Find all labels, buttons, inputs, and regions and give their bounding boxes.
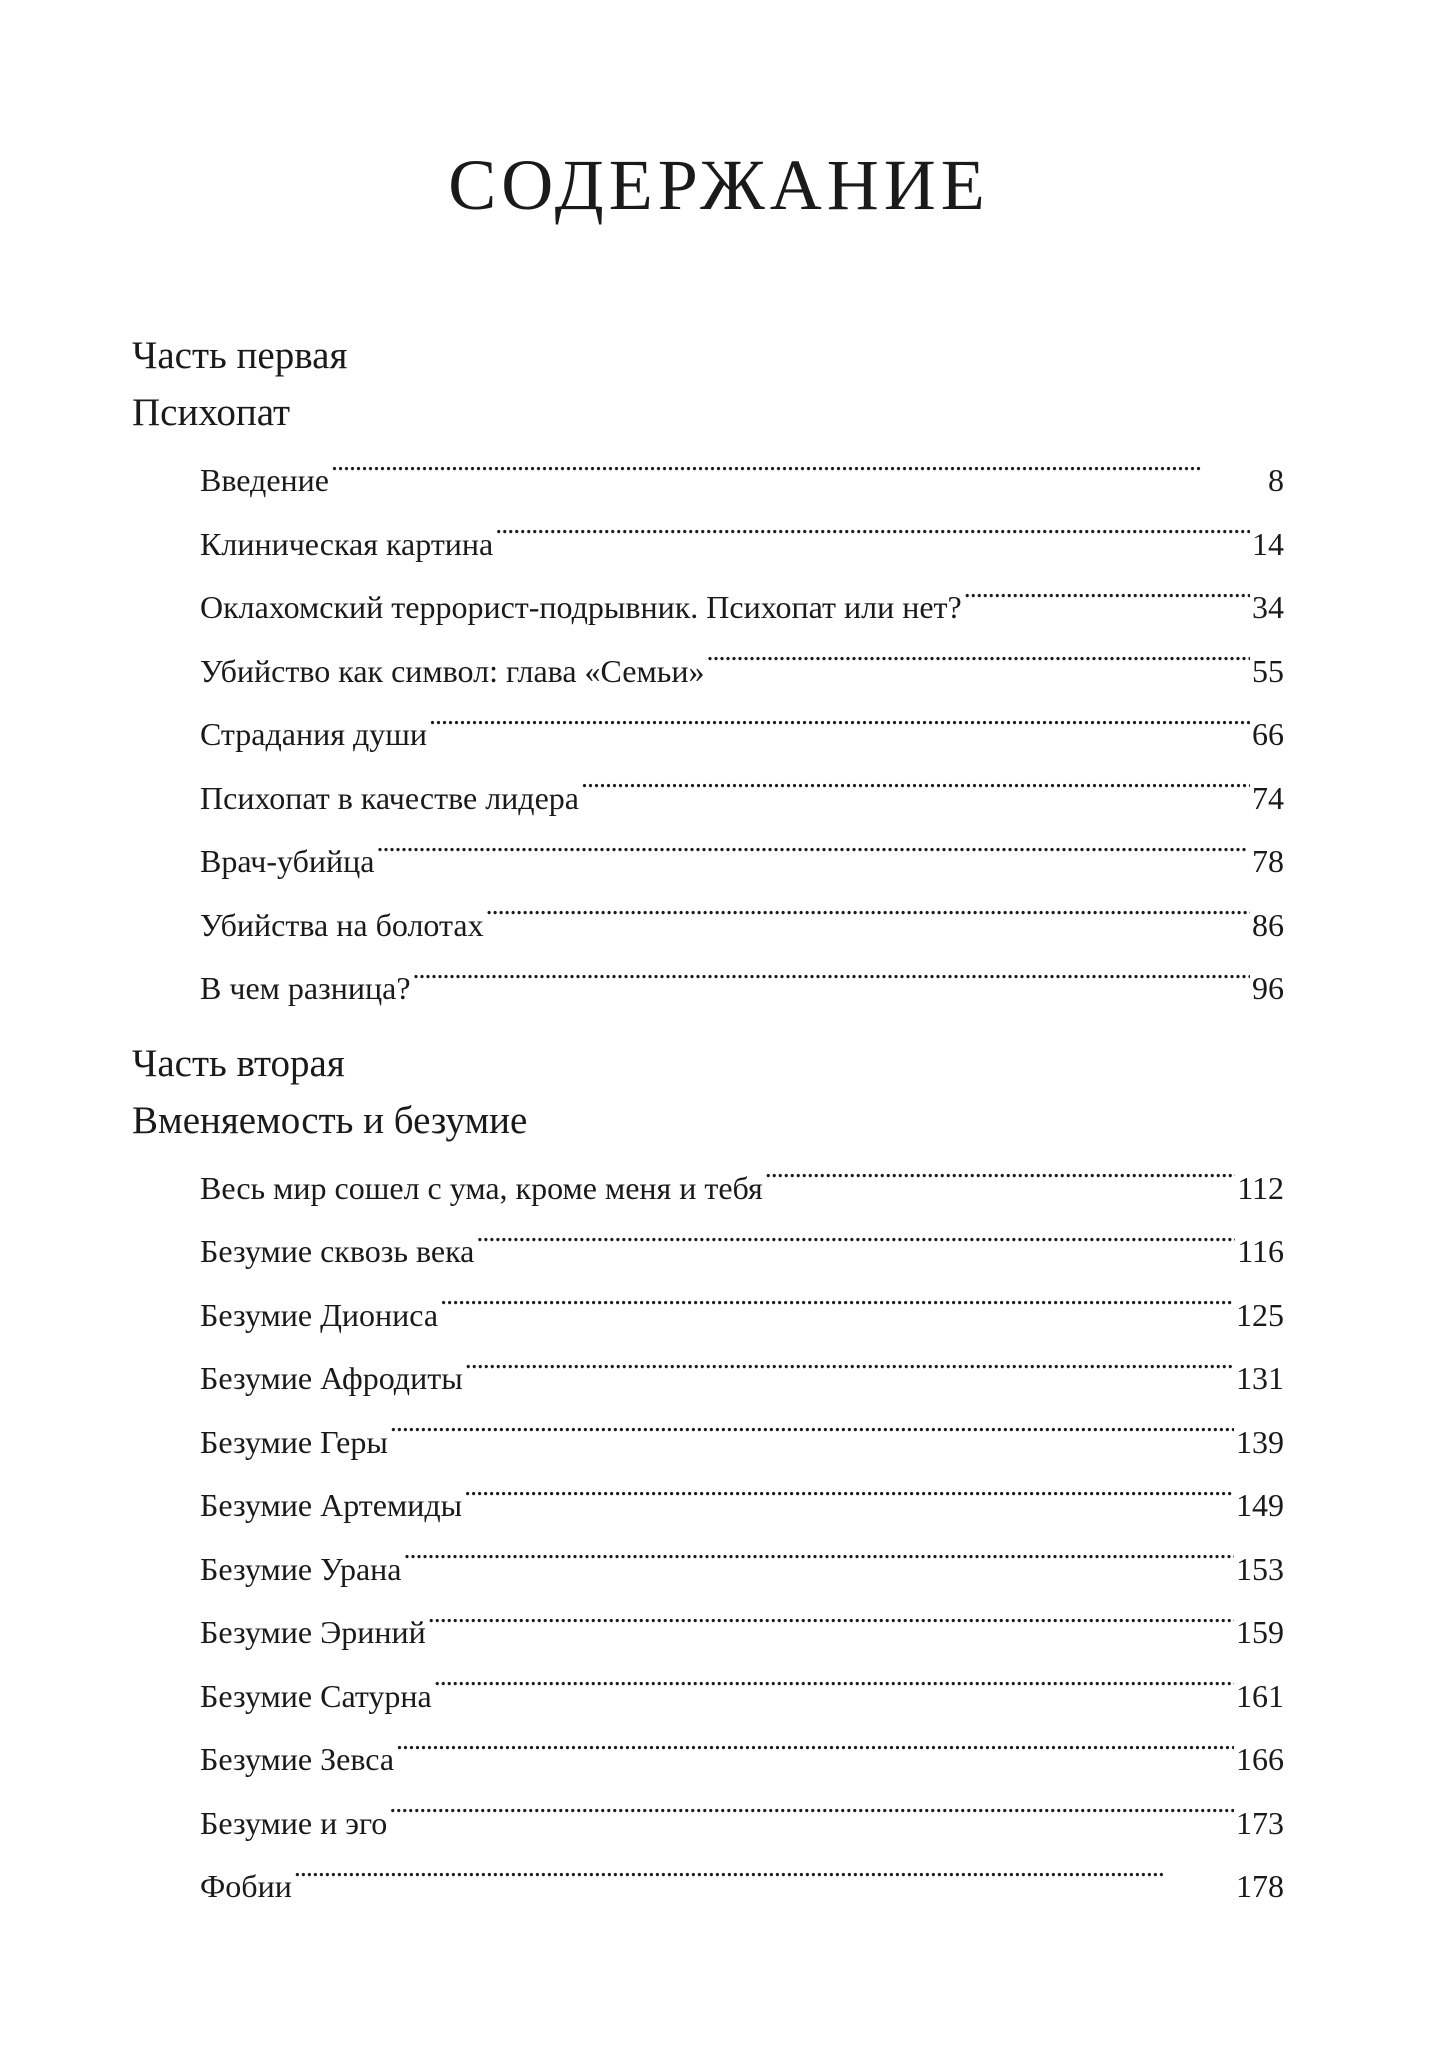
toc-entry (200, 1347, 1284, 1411)
toc-entry-page: 149 (1236, 1487, 1284, 1523)
part-1 (132, 327, 1284, 1021)
toc-entry (200, 1728, 1284, 1792)
toc-entry (200, 449, 1284, 513)
toc-entry (200, 513, 1284, 577)
toc-entry (200, 1792, 1284, 1856)
dot-leader (440, 1294, 1234, 1326)
toc-entry-page: 34 (1252, 589, 1284, 625)
dot-leader (376, 840, 1250, 872)
toc-entry-title: Безумие Урана (200, 1550, 402, 1587)
part-2-name: Вменяемость и безумие (132, 1098, 528, 1142)
toc-entry-page: 55 (1252, 652, 1284, 689)
toc-entry-page: 178 (1236, 1868, 1284, 1904)
toc-entry-page: 161 (1236, 1677, 1284, 1714)
toc-entry (200, 1411, 1284, 1475)
dot-leader (495, 523, 1250, 555)
toc-entry-title: Психопат в качестве лидера (200, 779, 579, 816)
toc-entry (200, 894, 1284, 958)
dot-leader (429, 713, 1250, 745)
page-title: СОДЕРЖАНИЕ (448, 145, 990, 225)
table-of-contents (132, 327, 1284, 1919)
dot-leader (396, 1738, 1234, 1770)
toc-entry (200, 1474, 1284, 1538)
toc-entry (200, 830, 1284, 894)
dot-leader (581, 777, 1250, 809)
dot-leader (465, 1357, 1234, 1389)
toc-entry-page: 139 (1236, 1423, 1284, 1460)
toc-entry-page: 112 (1237, 1169, 1284, 1206)
toc-entry-title: Безумие сквозь века (200, 1233, 475, 1269)
dot-leader (403, 1548, 1234, 1580)
toc-entry-title: Страдания души (200, 716, 427, 752)
toc-entry (200, 1538, 1284, 1602)
toc-entry-page: 86 (1252, 906, 1284, 943)
toc-entry-title: Безумие Афродиты (200, 1360, 463, 1396)
dot-leader (331, 459, 1266, 491)
toc-entry-page: 116 (1237, 1233, 1284, 1269)
toc-entry-page: 8 (1268, 462, 1284, 498)
toc-entry-title: Безумие Эриний (200, 1614, 426, 1650)
part-1-name: Психопат (132, 391, 291, 434)
dot-leader (428, 1611, 1234, 1643)
toc-entry-title: Убийства на болотах (200, 906, 484, 943)
dot-leader (486, 904, 1250, 936)
dot-leader (390, 1421, 1234, 1453)
toc-entry-title: Безумие Геры (200, 1423, 388, 1460)
toc-entry-title: Весь мир сошел с ума, кроме меня и тебя (200, 1169, 763, 1206)
toc-entry (200, 767, 1284, 831)
toc-entry-title: В чем разница? (200, 970, 411, 1006)
part-2 (132, 1035, 1284, 1919)
toc-entry (200, 1220, 1284, 1284)
dot-leader (476, 1230, 1235, 1262)
part-2-entries (200, 1157, 1284, 1919)
toc-entry (200, 1284, 1284, 1348)
toc-entry-page: 78 (1252, 843, 1284, 879)
toc-entry (200, 1157, 1284, 1221)
toc-entry (200, 640, 1284, 704)
dot-leader (464, 1484, 1234, 1516)
toc-entry-page: 96 (1252, 970, 1284, 1006)
part-1-entries (200, 449, 1284, 1021)
dot-leader (294, 1865, 1234, 1897)
toc-entry-page: 74 (1252, 779, 1284, 816)
part-2-label: Часть вторая (132, 1041, 345, 1085)
toc-entry (200, 703, 1284, 767)
toc-entry-title: Введение (200, 462, 329, 498)
toc-entry-title: Фобии (200, 1868, 292, 1904)
toc-entry-page: 66 (1252, 716, 1284, 752)
toc-entry (200, 1601, 1284, 1665)
toc-entry-page: 159 (1236, 1614, 1284, 1650)
toc-entry (200, 576, 1284, 640)
dot-leader (964, 586, 1250, 618)
toc-entry-title: Безумие Сатурна (200, 1677, 432, 1714)
toc-entry-page: 173 (1236, 1804, 1284, 1841)
toc-entry-title: Безумие Зевса (200, 1741, 395, 1777)
toc-entry-title: Убийство как символ: глава «Семьи» (200, 652, 705, 689)
dot-leader (413, 967, 1250, 999)
toc-entry-page: 125 (1236, 1296, 1284, 1333)
dot-leader (389, 1802, 1234, 1834)
toc-entry-title: Безумие Артемиды (200, 1487, 463, 1523)
toc-entry-page: 131 (1236, 1360, 1284, 1396)
toc-entry-title: Клиническая картина (200, 525, 494, 562)
toc-entry-title: Безумие Диониса (200, 1296, 439, 1333)
part-1-label: Часть первая (132, 334, 348, 377)
toc-entry (200, 1855, 1284, 1919)
dot-leader (706, 650, 1250, 682)
toc-entry-title: Безумие и эго (200, 1804, 388, 1841)
toc-entry (200, 957, 1284, 1021)
toc-entry-page: 166 (1236, 1741, 1284, 1777)
toc-entry-page: 153 (1236, 1550, 1284, 1587)
toc-entry-page: 14 (1252, 525, 1284, 562)
dot-leader (434, 1675, 1234, 1707)
toc-entry-title: Оклахомский террорист-подрывник. Психопат или нет? (200, 589, 962, 625)
dot-leader (765, 1167, 1235, 1199)
toc-entry (200, 1665, 1284, 1729)
toc-entry-title: Врач-убийца (200, 843, 375, 879)
